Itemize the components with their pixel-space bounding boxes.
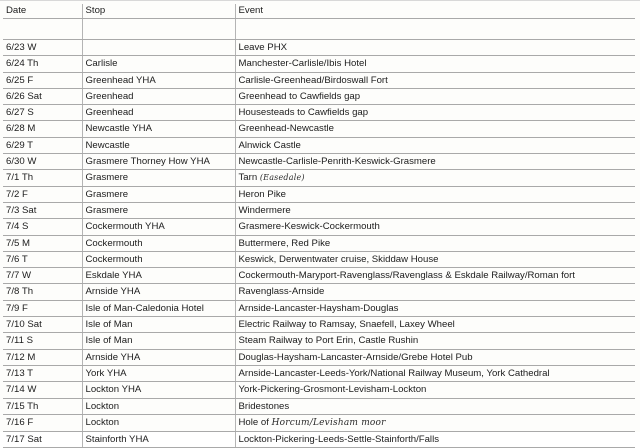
itinerary-row — [3, 432, 635, 448]
event-cell — [235, 88, 635, 104]
itinerary-row — [3, 170, 635, 186]
event-text: Arnside-Lancaster-Haysham-Douglas — [238, 302, 399, 314]
event-text: Windermere — [238, 204, 291, 216]
itinerary-row — [3, 349, 635, 365]
event-text: Buttermere, Red Pike — [238, 237, 331, 249]
itinerary-row — [3, 382, 635, 398]
itinerary-row — [3, 268, 635, 284]
date-cell: 6/28 M — [3, 121, 82, 137]
blank-row — [3, 19, 635, 40]
event-cell — [235, 432, 635, 448]
event-text: Ravenglass-Arnside — [238, 286, 325, 298]
event-cell — [235, 105, 635, 121]
handwritten-note: (Easedale) — [259, 173, 305, 183]
event-text: Steam Railway to Port Erin, Castle Rushin — [238, 335, 419, 347]
date-cell: 6/23 W — [3, 40, 82, 56]
stop-cell: Cockermouth — [82, 251, 235, 267]
itinerary-row — [3, 88, 635, 104]
event-cell — [235, 186, 635, 202]
blank-cell — [3, 19, 82, 40]
date-cell: 7/12 M — [3, 349, 82, 365]
date-cell: 7/6 T — [3, 251, 82, 267]
stop-cell: Stainforth YHA — [82, 432, 235, 448]
itinerary-row — [3, 300, 635, 316]
event-cell — [235, 56, 635, 72]
stop-cell: Eskdale YHA — [82, 268, 235, 284]
event-text: Greenhead to Cawfields gap — [238, 90, 361, 102]
date-cell: 7/5 M — [3, 235, 82, 251]
date-cell: 7/9 F — [3, 300, 82, 316]
date-cell: 7/10 Sat — [3, 317, 82, 333]
date-cell: 7/13 T — [3, 365, 82, 381]
stop-cell: Grasmere — [82, 186, 235, 202]
itinerary-row — [3, 365, 635, 381]
itinerary-row — [3, 186, 635, 202]
event-cell — [235, 137, 635, 153]
date-cell: 6/30 W — [3, 154, 82, 170]
date-cell: 7/1 Th — [3, 170, 82, 186]
event-text: Alnwick Castle — [238, 139, 301, 151]
date-cell: 6/26 Sat — [3, 88, 82, 104]
stop-cell: Cockermouth YHA — [82, 219, 235, 235]
event-cell — [235, 251, 635, 267]
itinerary-row — [3, 333, 635, 349]
stop-cell: Greenhead — [82, 88, 235, 104]
itinerary-body — [3, 19, 635, 448]
itinerary-row — [3, 202, 635, 218]
itinerary-row — [3, 137, 635, 153]
stop-cell: Isle of Man-Caledonia Hotel — [82, 300, 235, 316]
event-cell — [235, 398, 635, 414]
stop-cell: Grasmere Thorney How YHA — [82, 154, 235, 170]
stop-cell: Grasmere — [82, 170, 235, 186]
itinerary-row — [3, 251, 635, 267]
itinerary-row — [3, 398, 635, 414]
event-cell — [235, 365, 635, 381]
event-text: York-Pickering-Grosmont-Levisham-Lockton — [238, 384, 427, 396]
event-cell — [235, 333, 635, 349]
date-cell: 6/27 S — [3, 105, 82, 121]
event-cell — [235, 300, 635, 316]
itinerary-table — [3, 4, 635, 448]
event-cell — [235, 349, 635, 365]
date-cell: 6/25 F — [3, 72, 82, 88]
date-cell: 6/29 T — [3, 137, 82, 153]
date-cell: 7/16 F — [3, 414, 82, 431]
event-cell — [235, 170, 635, 186]
stop-cell: Lockton YHA — [82, 382, 235, 398]
event-cell — [235, 317, 635, 333]
date-cell: 7/15 Th — [3, 398, 82, 414]
itinerary-row — [3, 40, 635, 56]
stop-cell: Isle of Man — [82, 333, 235, 349]
itinerary-row — [3, 154, 635, 170]
date-cell: 6/24 Th — [3, 56, 82, 72]
event-cell — [235, 235, 635, 251]
stop-column-header: Stop — [82, 4, 235, 19]
date-cell: 7/17 Sat — [3, 432, 82, 448]
event-text: Newcastle-Carlisle-Penrith-Keswick-Grasmere — [238, 156, 436, 168]
stop-cell: York YHA — [82, 365, 235, 381]
event-text: Hole of — [238, 416, 269, 428]
stop-cell: Lockton — [82, 398, 235, 414]
header-row — [3, 4, 635, 19]
date-cell: 7/8 Th — [3, 284, 82, 300]
event-cell — [235, 121, 635, 137]
stop-cell: Newcastle YHA — [82, 121, 235, 137]
handwritten-note: Horcum/Levisham moor — [271, 417, 386, 428]
event-text: Manchester-Carlisle/Ibis Hotel — [238, 58, 367, 70]
event-text: Cockermouth-Maryport-Ravenglass/Ravenglass & Eskdale Railway/Roman fort — [238, 270, 575, 282]
event-cell — [235, 72, 635, 88]
event-column-header: Event — [235, 4, 635, 19]
event-text: Lockton-Pickering-Leeds-Settle-Stainforth/Falls — [238, 434, 439, 446]
stop-cell: Cockermouth — [82, 235, 235, 251]
stop-cell: Isle of Man — [82, 317, 235, 333]
event-cell — [235, 202, 635, 218]
event-text: Tarn — [238, 172, 258, 184]
event-text: Greenhead-Newcastle — [238, 123, 334, 135]
blank-cell — [82, 19, 235, 40]
event-text: Housesteads to Cawfields gap — [238, 107, 369, 119]
stop-cell: Newcastle — [82, 137, 235, 153]
event-text: Carlisle-Greenhead/Birdoswall Fort — [238, 74, 388, 86]
itinerary-row — [3, 105, 635, 121]
date-cell: 7/4 S — [3, 219, 82, 235]
date-column-header: Date — [3, 4, 82, 19]
event-cell — [235, 414, 635, 431]
stop-cell — [82, 40, 235, 56]
itinerary-row — [3, 219, 635, 235]
stop-cell: Carlisle — [82, 56, 235, 72]
event-cell — [235, 154, 635, 170]
top-edge-rule — [0, 0, 640, 1]
itinerary-row — [3, 121, 635, 137]
date-cell: 7/2 F — [3, 186, 82, 202]
date-cell: 7/11 S — [3, 333, 82, 349]
itinerary-row — [3, 317, 635, 333]
event-text: Keswick, Derwentwater cruise, Skiddaw House — [238, 253, 439, 265]
itinerary-row — [3, 235, 635, 251]
stop-cell: Arnside YHA — [82, 284, 235, 300]
date-cell: 7/14 W — [3, 382, 82, 398]
itinerary-row — [3, 414, 635, 431]
itinerary-row — [3, 72, 635, 88]
event-text: Heron Pike — [238, 188, 286, 200]
blank-cell — [235, 19, 635, 40]
stop-cell: Lockton — [82, 414, 235, 431]
stop-cell: Greenhead YHA — [82, 72, 235, 88]
stop-cell: Grasmere — [82, 202, 235, 218]
event-cell — [235, 284, 635, 300]
event-cell — [235, 40, 635, 56]
event-text: Douglas-Haysham-Lancaster-Arnside/Grebe Hotel Pub — [238, 351, 473, 363]
event-text: Leave PHX — [238, 42, 288, 53]
itinerary-row — [3, 56, 635, 72]
event-cell — [235, 268, 635, 284]
event-text: Bridestones — [238, 400, 290, 412]
itinerary-row — [3, 284, 635, 300]
event-cell — [235, 219, 635, 235]
event-text: Grasmere-Keswick-Cockermouth — [238, 221, 380, 233]
stop-cell: Arnside YHA — [82, 349, 235, 365]
event-text: Arnside-Lancaster-Leeds-York/National Railway Museum, York Cathedral — [238, 367, 550, 379]
event-cell — [235, 382, 635, 398]
date-cell: 7/7 W — [3, 268, 82, 284]
date-cell: 7/3 Sat — [3, 202, 82, 218]
event-text: Electric Railway to Ramsay, Snaefell, Laxey Wheel — [238, 319, 455, 331]
stop-cell: Greenhead — [82, 105, 235, 121]
